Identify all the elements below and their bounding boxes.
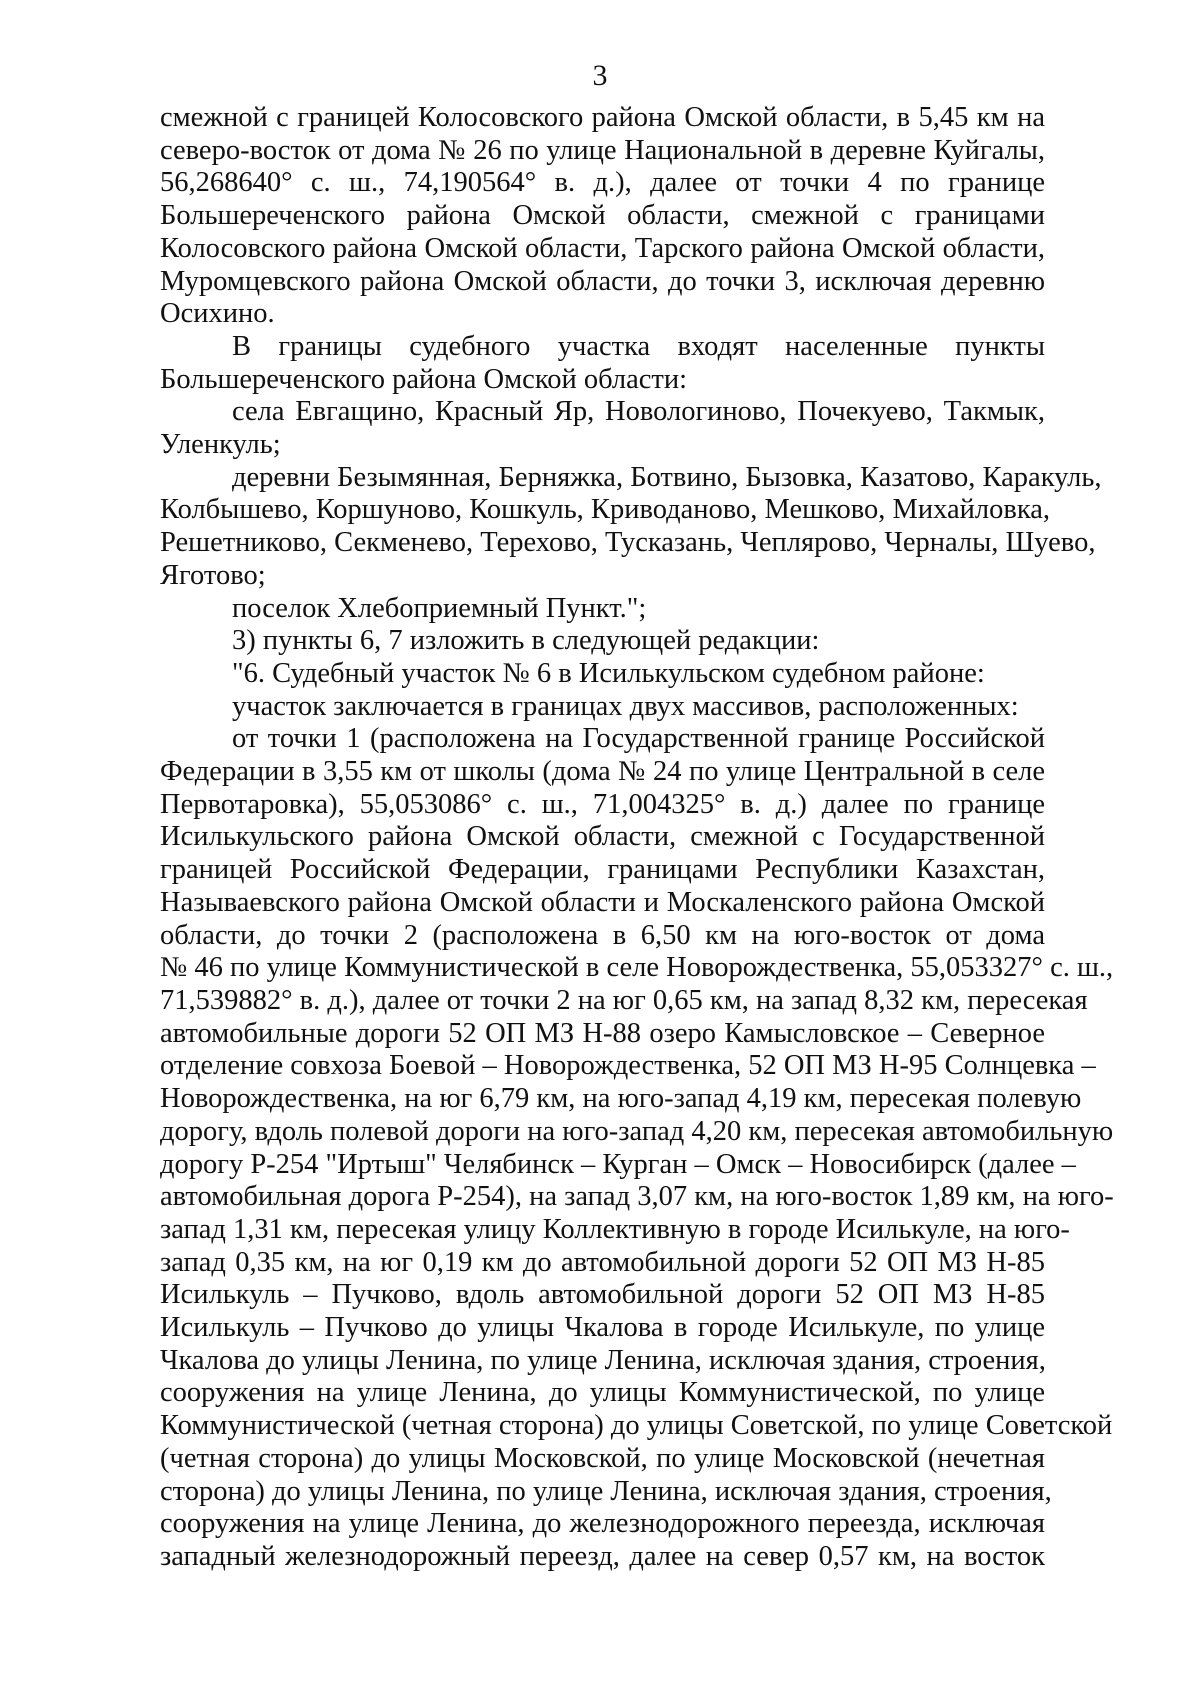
text-line: сооружения на улице Ленина, до железнодорожного переезда, исключая — [160, 1508, 1045, 1540]
paragraph — [160, 593, 1045, 626]
text-line: 56,268640° с. ш., 74,190564° в. д.), далее от точки 4 по границе — [160, 167, 1045, 199]
text-line: автомобильная дорога Р-254), на запад 3,07 км, на юго-восток 1,89 км, на юго- — [160, 1181, 1114, 1213]
text-line: запад 0,35 км, на юг 0,19 км до автомобильной дороги 52 ОП МЗ Н-85 — [160, 1246, 1045, 1278]
text-line: Называевского района Омской области и Москаленского района Омской — [160, 886, 1045, 918]
text-line: смежной с границей Колосовского района Омской области, в 5,45 км на — [160, 102, 1045, 133]
text-line: Осихино. — [160, 298, 275, 330]
paragraph — [160, 625, 1045, 658]
text-line: Яготово; — [160, 559, 266, 591]
text-line: Большереченского района Омской области: — [160, 363, 688, 395]
paragraph — [160, 691, 1045, 724]
text-line: 3) пункты 6, 7 изложить в следующей редакции: — [232, 625, 820, 657]
text-line: Коммунистической (четная сторона) до улицы Советской, по улице Советской — [160, 1410, 1113, 1442]
text-line: Чкалова до улицы Ленина, по улице Ленина, исключая здания, строения, — [160, 1344, 1046, 1376]
text-line: запад 1,31 км, пересекая улицу Коллективную в городе Исилькуле, на юго- — [160, 1213, 1070, 1245]
text-line: № 46 по улице Коммунистической в селе Новорождественка, 55,053327° с. ш., — [160, 952, 1114, 984]
text-line: Первотаровка), 55,053086° с. ш., 71,004325° в. д.) далее по границе — [160, 788, 1045, 820]
text-line: западный железнодорожный переезд, далее на север 0,57 км, на восток — [160, 1540, 1045, 1572]
paragraph — [160, 723, 1114, 1573]
text-line: участок заключается в границах двух массивов, расположенных: — [232, 690, 1019, 722]
text-line: 71,539882° в. д.), далее от точки 2 на юг 0,65 км, на запад 8,32 км, пересекая — [160, 984, 1088, 1016]
text-line: автомобильные дороги 52 ОП МЗ Н-88 озеро Камысловское – Северное — [160, 1017, 1045, 1049]
text-line: Муромцевского района Омской области, до точки 3, исключая деревню — [160, 265, 1045, 297]
text-line: Большереченского района Омской области, смежной с границами — [160, 200, 1045, 232]
text-line: Федерации в 3,55 км от школы (дома № 24 по улице Центральной в селе — [160, 756, 1045, 788]
page-number: 3 — [592, 59, 608, 92]
text-line: Уленкуль; — [160, 429, 281, 461]
text-line: Новорождественка, на юг 6,79 км, на юго-запад 4,19 км, пересекая полевую — [160, 1083, 1082, 1115]
text-line: Исилькуль – Пучково, вдоль автомобильной дороги 52 ОП МЗ Н-85 — [160, 1279, 1045, 1311]
text-line: Решетниково, Секменево, Терехово, Тусказань, Чеплярово, Черналы, Шуево, — [160, 527, 1096, 559]
text-line: сторона) до улицы Ленина, по улице Ленина, исключая здания, строения, — [160, 1475, 1052, 1507]
text-line: Исилькуль – Пучково до улицы Чкалова в городе Исилькуле, по улице — [160, 1312, 1045, 1344]
text-line: (четная сторона) до улицы Московской, по улице Московской (нечетная — [160, 1442, 1045, 1474]
text-line: от точки 1 (расположена на Государственной границе Российской — [232, 723, 1045, 755]
text-line: Исилькульского района Омской области, смежной с Государственной — [160, 821, 1045, 853]
text-line: В границы судебного участка входят населенные пункты — [232, 330, 1045, 362]
paragraph — [160, 102, 1045, 331]
text-line: Колосовского района Омской области, Тарского района Омской области, — [160, 232, 1045, 264]
text-line: области, до точки 2 (расположена в 6,50 км на юго-восток от дома — [160, 919, 1045, 951]
text-line: отделение совхоза Боевой – Новорождественка, 52 ОП МЗ Н-95 Солнцевка – — [160, 1050, 1096, 1082]
text-line: дорогу Р-254 "Иртыш" Челябинск – Курган – Омск – Новосибирск (далее – — [160, 1148, 1076, 1180]
text-line: границей Российской Федерации, границами Республики Казахстан, — [160, 854, 1045, 886]
text-line: деревни Безымянная, Берняжка, Ботвино, Бызовка, Казатово, Каракуль, — [232, 461, 1102, 493]
document-body — [160, 102, 1114, 1574]
text-line: села Евгащино, Красный Яр, Новологиново, Почекуево, Такмык, — [232, 396, 1045, 428]
text-line: северо-восток от дома № 26 по улице Национальной в деревне Куйгалы, — [160, 134, 1045, 166]
text-line: поселок Хлебоприемный Пункт."; — [232, 592, 647, 624]
paragraph — [160, 461, 1102, 593]
text-line: дорогу, вдоль полевой дороги на юго-запад 4,20 км, пересекая автомобильную — [160, 1115, 1114, 1147]
text-line: Колбышево, Коршуново, Кошкуль, Криводаново, Мешково, Михайловка, — [160, 494, 1051, 526]
text-line: "6. Судебный участок № 6 в Исилькульском судебном районе: — [232, 657, 985, 689]
paragraph — [160, 396, 1045, 461]
paragraph — [160, 331, 1045, 396]
text-line: сооружения на улице Ленина, до улицы Коммунистической, по улице — [160, 1377, 1045, 1409]
paragraph — [160, 658, 1045, 691]
